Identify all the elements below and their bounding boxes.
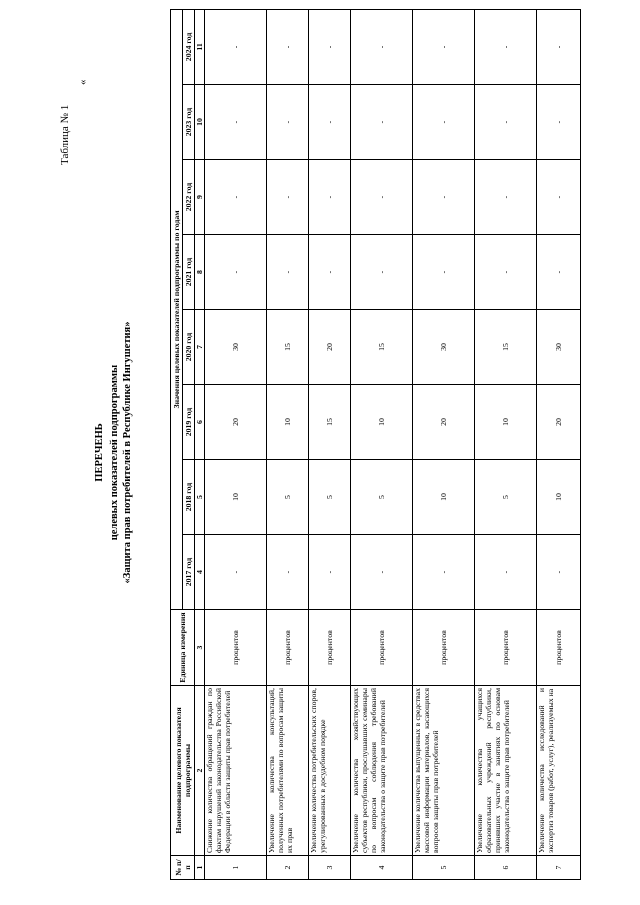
indicator-name: Увеличение количества исследований и экспертиз товаров (работ, услуг), реализуемых на: [537, 686, 581, 856]
value-cell: -: [351, 9, 413, 84]
header-year: 2019 год: [183, 385, 195, 460]
value-cell: -: [205, 535, 267, 610]
value-cell: -: [205, 9, 267, 84]
table-row: [351, 9, 413, 879]
table-row: [537, 9, 581, 879]
indicator-name: Увеличение количества консультаций, полученных потребителями по вопросам защиты их прав: [267, 686, 309, 856]
value-cell: -: [475, 85, 537, 160]
value-cell: 30: [413, 310, 475, 385]
row-number: 5: [413, 856, 475, 880]
unit-cell: процентов: [537, 610, 581, 686]
unit-cell: процентов: [205, 610, 267, 686]
header-year: 2021 год: [183, 235, 195, 310]
value-cell: -: [309, 9, 351, 84]
column-number: 3: [195, 610, 205, 686]
value-cell: -: [537, 9, 581, 84]
value-cell: -: [267, 235, 309, 310]
table-row: [205, 9, 267, 879]
row-number: 2: [267, 856, 309, 880]
value-cell: 5: [475, 460, 537, 535]
value-cell: 10: [537, 460, 581, 535]
header-year: 2024 год: [183, 9, 195, 84]
value-cell: 5: [351, 460, 413, 535]
value-cell: -: [475, 160, 537, 235]
row-number: 4: [351, 856, 413, 880]
value-cell: -: [475, 535, 537, 610]
table-row: [413, 9, 475, 879]
value-cell: 20: [205, 385, 267, 460]
row-number: 3: [309, 856, 351, 880]
value-cell: -: [309, 160, 351, 235]
value-cell: -: [413, 85, 475, 160]
value-cell: -: [351, 85, 413, 160]
value-cell: -: [413, 235, 475, 310]
value-cell: -: [205, 235, 267, 310]
unit-cell: процентов: [267, 610, 309, 686]
value-cell: 20: [413, 385, 475, 460]
value-cell: -: [205, 85, 267, 160]
column-number: 7: [195, 310, 205, 385]
value-cell: -: [205, 160, 267, 235]
indicator-name: Увеличение количества выпущенных в средствах массовой информации материалов, касающихся вопросов защиты прав потребителей: [413, 686, 475, 856]
indicator-name: Увеличение количества потребительских споров, урегулированных в досудебном порядке: [309, 686, 351, 856]
column-number: 8: [195, 235, 205, 310]
value-cell: -: [413, 535, 475, 610]
value-cell: 10: [351, 385, 413, 460]
header-year: 2018 год: [183, 460, 195, 535]
header-unit: Единица измерения: [171, 610, 195, 686]
title-line-1: ПЕРЕЧЕНЬ: [94, 423, 105, 482]
unit-cell: процентов: [475, 610, 537, 686]
value-cell: 15: [267, 310, 309, 385]
column-number: 4: [195, 535, 205, 610]
value-cell: 10: [267, 385, 309, 460]
value-cell: -: [475, 235, 537, 310]
value-cell: -: [475, 9, 537, 84]
table-body: [205, 9, 581, 879]
value-cell: 15: [351, 310, 413, 385]
unit-cell: процентов: [351, 610, 413, 686]
value-cell: 10: [413, 460, 475, 535]
header-year: 2022 год: [183, 160, 195, 235]
column-number: 1: [195, 856, 205, 880]
header-year: 2020 год: [183, 310, 195, 385]
open-quote-mark: «: [77, 79, 89, 85]
value-cell: 10: [475, 385, 537, 460]
value-cell: 5: [267, 460, 309, 535]
indicator-name: Увеличение количества хозяйствующих субъектов республики, прослушавших семинары по вопросам соблюдения требований законодательства о защите прав потребителей: [351, 686, 413, 856]
value-cell: 10: [205, 460, 267, 535]
value-cell: -: [537, 160, 581, 235]
value-cell: 20: [537, 385, 581, 460]
value-cell: 20: [309, 310, 351, 385]
value-cell: -: [351, 535, 413, 610]
column-number: 2: [195, 686, 205, 856]
column-number: 6: [195, 385, 205, 460]
column-number: 11: [195, 9, 205, 84]
header-name: Наименование целевого показателя подпрограммы: [171, 686, 195, 856]
value-cell: 30: [205, 310, 267, 385]
column-number: 9: [195, 160, 205, 235]
value-cell: -: [537, 85, 581, 160]
column-number: 5: [195, 460, 205, 535]
header-num: № п/п: [171, 856, 195, 880]
value-cell: -: [537, 535, 581, 610]
table-row: [267, 9, 309, 879]
value-cell: 30: [537, 310, 581, 385]
table-row: [475, 9, 537, 879]
indicators-table: [170, 9, 581, 880]
unit-cell: процентов: [413, 610, 475, 686]
header-year: 2017 год: [183, 535, 195, 610]
indicator-name: Снижение количества обращений граждан по фактам нарушений законодательства Российской Федерации в области защиты прав потребителей: [205, 686, 267, 856]
value-cell: -: [309, 85, 351, 160]
value-cell: 15: [309, 385, 351, 460]
title-line-2: целевых показателей подпрограммы: [109, 364, 120, 541]
column-number-row: [195, 9, 205, 879]
value-cell: -: [351, 160, 413, 235]
value-cell: -: [267, 160, 309, 235]
value-cell: -: [267, 9, 309, 84]
table-number: Таблица № 1: [59, 104, 71, 165]
row-number: 1: [205, 856, 267, 880]
value-cell: -: [413, 9, 475, 84]
value-cell: -: [267, 85, 309, 160]
value-cell: -: [351, 235, 413, 310]
value-cell: -: [413, 160, 475, 235]
value-cell: -: [309, 235, 351, 310]
value-cell: 15: [475, 310, 537, 385]
table-row: [309, 9, 351, 879]
row-number: 6: [475, 856, 537, 880]
value-cell: 5: [309, 460, 351, 535]
value-cell: -: [267, 535, 309, 610]
header-values-group: Значения целевых показателей подпрограммы по годам: [171, 9, 183, 609]
indicator-name: Увеличение количества учащихся образовательных учреждений республики, принявших участие в занятиях по основам законодательства о защите прав потребителей: [475, 686, 537, 856]
header-year: 2023 год: [183, 85, 195, 160]
title-line-3: «Защита прав потребителей в Республике Ингушетия»: [122, 321, 133, 584]
row-number: 7: [537, 856, 581, 880]
unit-cell: процентов: [309, 610, 351, 686]
column-number: 10: [195, 85, 205, 160]
value-cell: -: [537, 235, 581, 310]
value-cell: -: [309, 535, 351, 610]
